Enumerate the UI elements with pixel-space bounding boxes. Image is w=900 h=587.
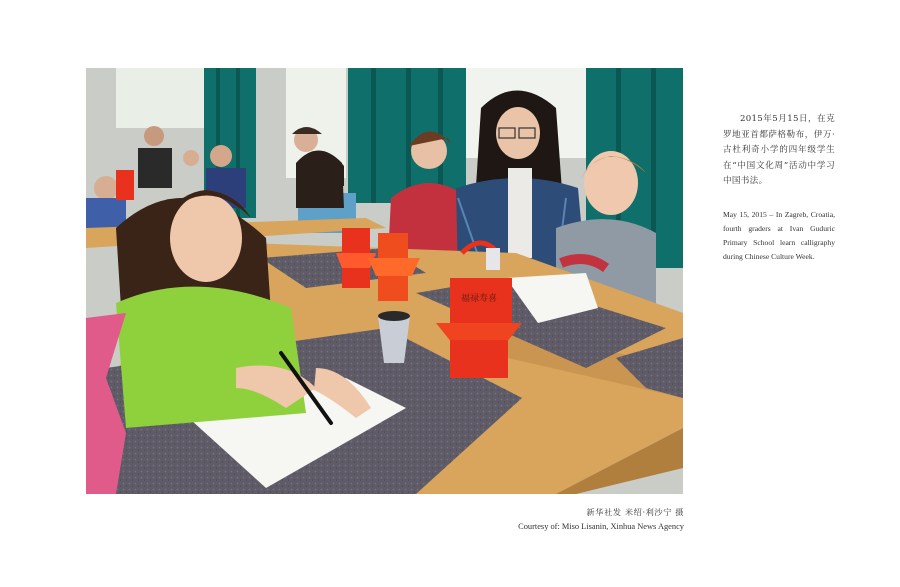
photo-credit-chinese: 新华社发 米绍·利沙宁 摄 xyxy=(586,507,684,517)
curtain-center xyxy=(348,68,466,203)
classroom-photo xyxy=(86,68,683,494)
caption-english: May 15, 2015 – In Zagreb, Croatia, fourth graders at Ivan Guduric Primary School learn calligraphy during Chinese Culture Week. xyxy=(723,210,835,261)
caption-chinese: 2015年5月15日，在克罗地亚首都萨格勒布，伊万·古杜利奇小学的四年级学生在“中国文化周”活动中学习中国书法。 xyxy=(723,114,835,186)
lantern-label: 福禄寿喜 xyxy=(460,294,498,304)
girl-blue-shirt xyxy=(296,151,344,209)
photo-credit-english: Courtesy of: Miso Lisanin, Xinhua News Agency xyxy=(518,522,684,531)
